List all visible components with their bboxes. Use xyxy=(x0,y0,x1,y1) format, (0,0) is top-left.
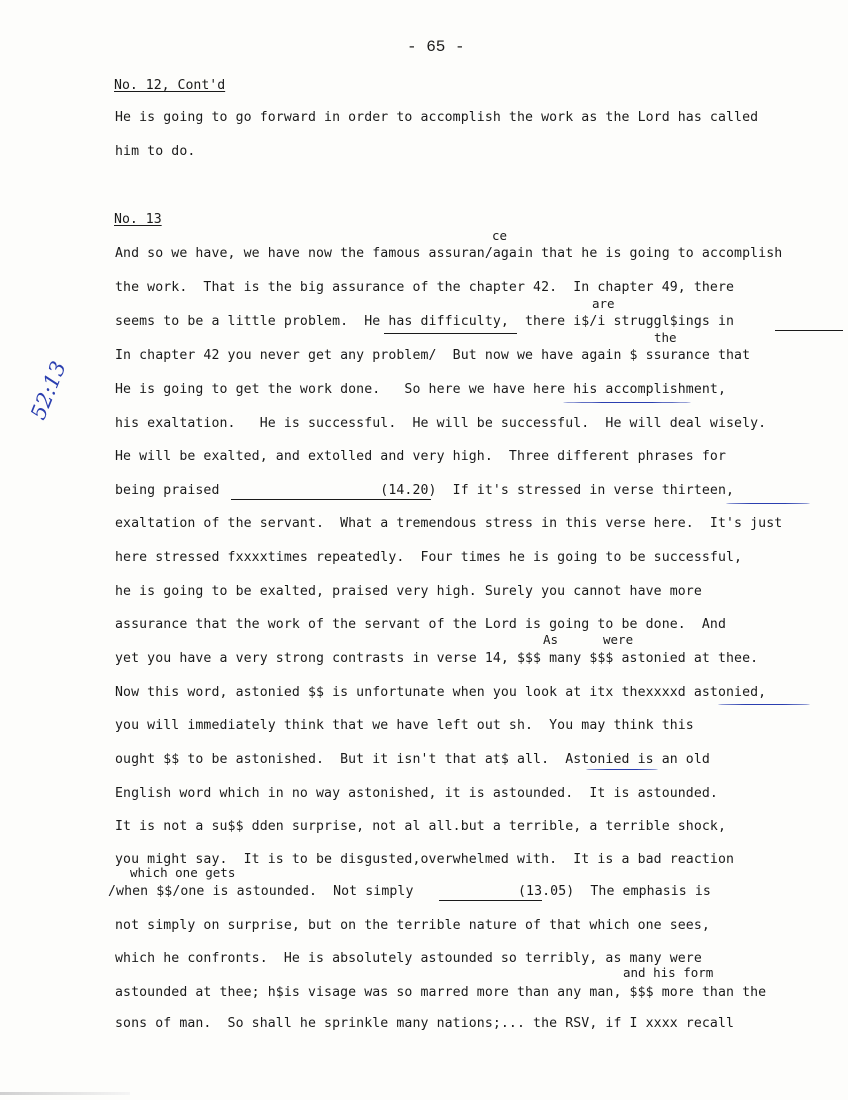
blank-rule xyxy=(439,900,542,901)
text-line: /when $$/one is astounded. Not simply (13.05) The emphasis is xyxy=(108,884,711,899)
text-line: exaltation of the servant. What a tremendous stress in this verse here. It's just xyxy=(115,516,783,531)
handwritten-margin-note: 52:13 xyxy=(26,357,71,423)
ink-underline xyxy=(718,704,810,705)
interlinear-correction: and his form xyxy=(623,965,714,980)
text-line: not simply on surprise, but on the terrible nature of that which one sees, xyxy=(115,918,710,933)
text-line: astounded at thee; h$is visage was so marred more than any man, $$$ more than the xyxy=(115,985,767,1000)
text-line: ought $$ to be astonished. But it isn't that at$ all. Astonied is an old xyxy=(115,752,710,767)
text-line: He is going to get the work done. So here we have here his accomplishment, xyxy=(115,382,727,397)
text-line: It is not a su$$ dden surprise, not al all.but a terrible, a terrible shock, xyxy=(115,819,727,834)
section-heading-12: No. 12, Cont'd xyxy=(114,78,226,93)
ink-underline xyxy=(586,769,658,770)
text-line: you will immediately think that we have left out sh. You may think this xyxy=(115,718,694,733)
interlinear-correction: are xyxy=(592,296,615,311)
text-line: you might say. It is to be disgusted,overwhelmed with. It is a bad reaction xyxy=(115,852,735,867)
text-line: Now this word, astonied $$ is unfortunate when you look at itx thexxxxd astonied, xyxy=(115,685,767,700)
ink-underline xyxy=(563,402,691,403)
text-line: He is going to go forward in order to accomplish the work as the Lord has called xyxy=(115,110,759,125)
interlinear-correction: which one gets xyxy=(130,865,236,880)
scan-edge-mark xyxy=(0,1092,130,1095)
section-heading-13: No. 13 xyxy=(114,212,162,227)
text-line: assurance that the work of the servant of the Lord is going to be done. And xyxy=(115,617,727,632)
interlinear-correction: were xyxy=(603,632,634,647)
blank-rule xyxy=(384,333,517,334)
text-line: In chapter 42 you never get any problem/ But now we have again $ ssurance that xyxy=(115,348,751,363)
text-line: English word which in no way astonished, it is astounded. It is astounded. xyxy=(115,786,718,801)
interlinear-correction: ce xyxy=(492,228,508,243)
blank-rule xyxy=(231,499,431,500)
text-line: his exaltation. He is successful. He will be successful. He will deal wisely. xyxy=(115,416,767,431)
text-line: which he confronts. He is absolutely astounded so terribly, as many were xyxy=(115,951,702,966)
text-line: seems to be a little problem. He has difficulty, there i$/i struggl$ings in xyxy=(115,314,735,329)
text-line: sons of man. So shall he sprinkle many nations;... the RSV, if I xxxx recall xyxy=(115,1016,735,1031)
text-line: He will be exalted, and extolled and very high. Three different phrases for xyxy=(115,449,727,464)
ink-underline xyxy=(726,503,810,504)
text-line: yet you have a very strong contrasts in verse 14, $$$ many $$$ astonied at thee. xyxy=(115,651,759,666)
page-number: - 65 - xyxy=(407,38,465,56)
text-line: him to do. xyxy=(115,144,196,159)
text-line: being praised (14.20) If it's stressed in verse thirteen, xyxy=(115,483,735,498)
blank-rule xyxy=(775,330,843,331)
interlinear-correction: As xyxy=(543,632,559,647)
text-line: here stressed fxxxxtimes repeatedly. Four times he is going to be successful, xyxy=(115,550,743,565)
text-line: the work. That is the big assurance of the chapter 42. In chapter 49, there xyxy=(115,280,735,295)
interlinear-correction: the xyxy=(654,330,677,345)
text-line: And so we have, we have now the famous assuran/again that he is going to accomplish xyxy=(115,246,783,261)
text-line: he is going to be exalted, praised very high. Surely you cannot have more xyxy=(115,584,702,599)
